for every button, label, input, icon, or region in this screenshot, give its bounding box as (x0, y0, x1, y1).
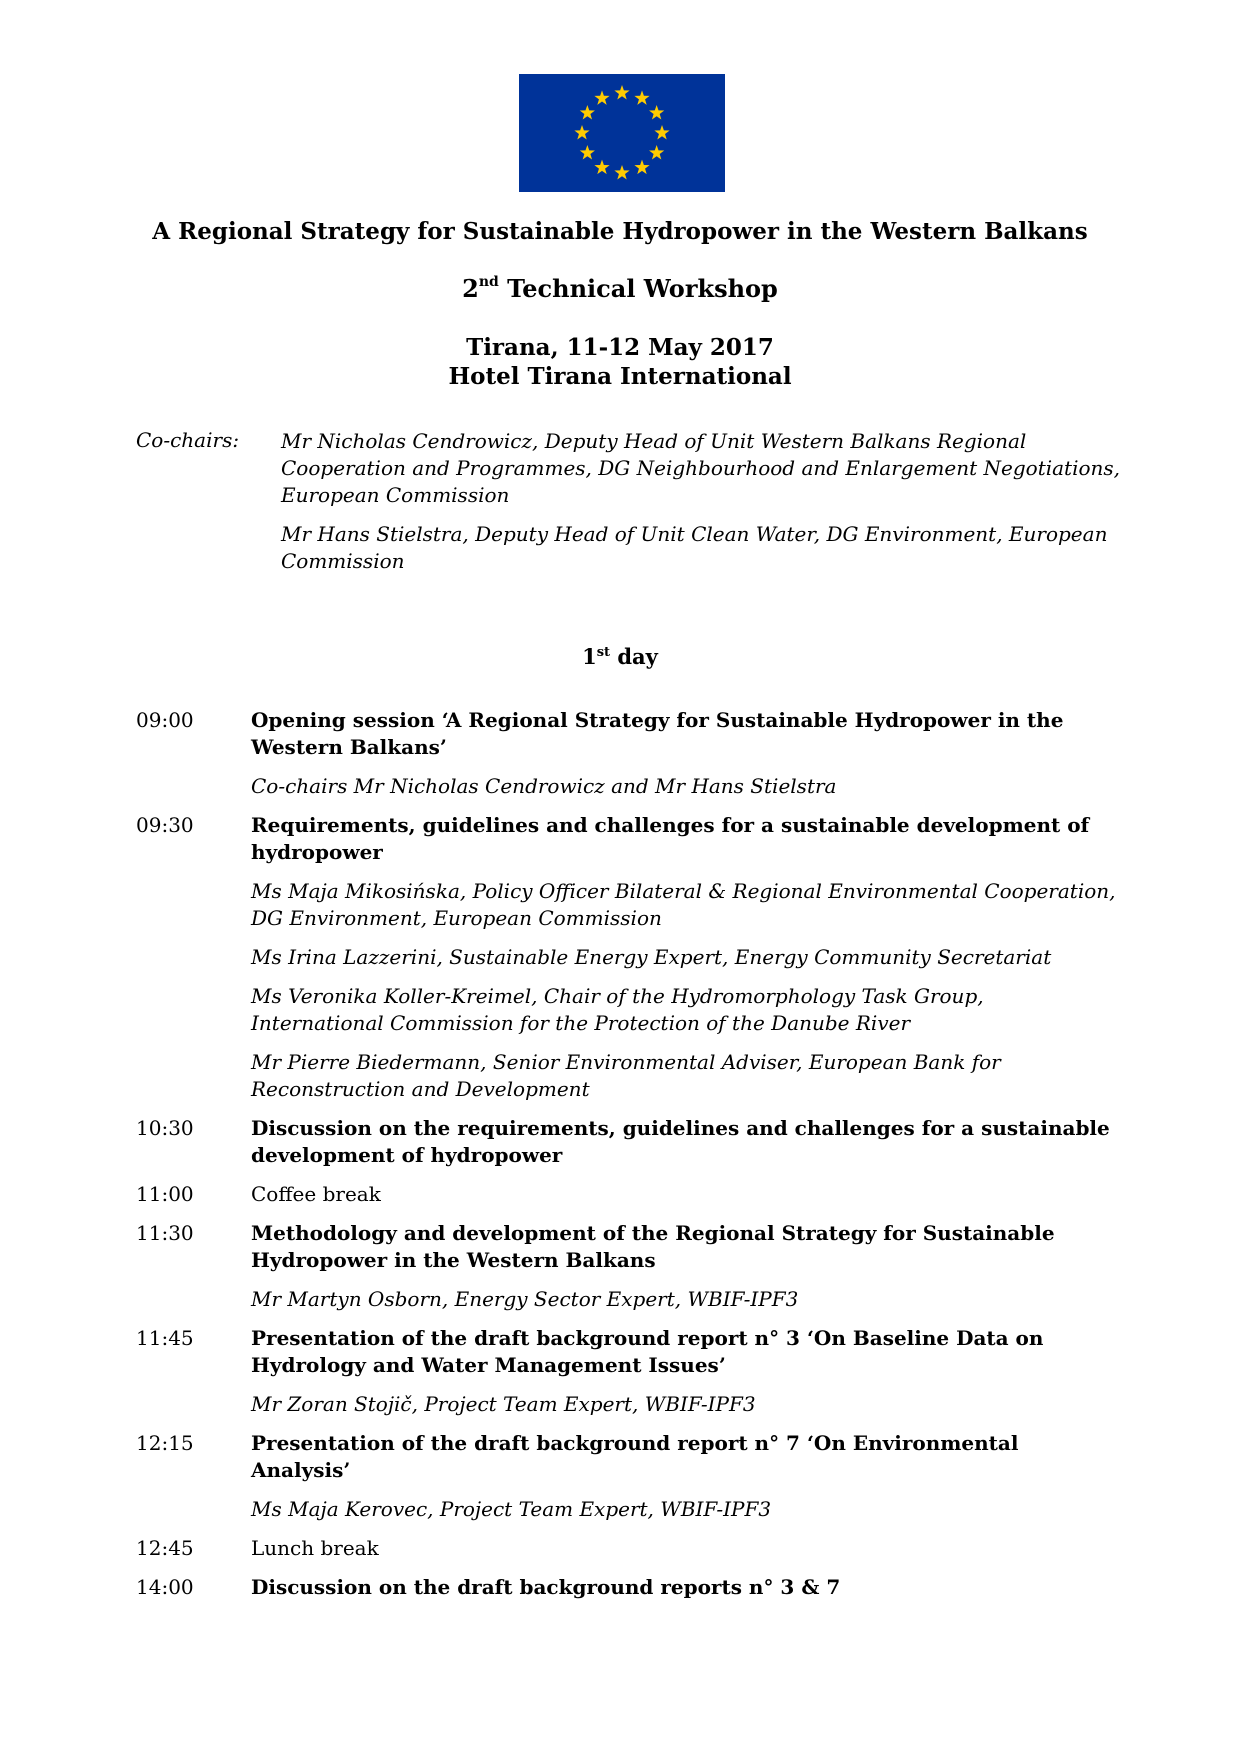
place-date: Tirana, 11-12 May 2017 (466, 334, 774, 361)
day-label: day (610, 644, 658, 669)
agenda-speaker: Ms Veronika Koller-Kreimel, Chair of the Hydromorphology Task Group, International Commission for the Protection of the Danube River (251, 984, 984, 1035)
agenda-item (136, 1115, 1116, 1169)
agenda-title: Coffee break (251, 1182, 381, 1206)
agenda-title: Methodology and development of the Regional Strategy for Sustainable Hydropower in the Western Balkans (251, 1221, 1055, 1272)
agenda-content (251, 1430, 1116, 1523)
agenda-item (136, 1220, 1116, 1313)
venue: Hotel Tirana International (448, 363, 792, 390)
agenda-content (251, 1574, 1116, 1601)
document-title: A Regional Strategy for Sustainable Hydropower in the Western Balkans (152, 218, 1088, 245)
agenda-item (136, 812, 1116, 1103)
location-block (0, 333, 1240, 391)
agenda-item (136, 1574, 1116, 1601)
agenda-speaker: Mr Martyn Osborn, Energy Sector Expert, WBIF-IPF3 (251, 1287, 799, 1311)
agenda-speaker: Mr Zoran Stojič, Project Team Expert, WBIF-IPF3 (251, 1392, 756, 1416)
agenda-title: Lunch break (251, 1536, 379, 1560)
day-ordinal: st (596, 645, 611, 660)
workshop-label: Technical Workshop (498, 274, 778, 303)
agenda-item (136, 1181, 1116, 1208)
agenda-list (136, 707, 1116, 1613)
agenda-content (251, 1325, 1116, 1418)
agenda-item (136, 1535, 1116, 1562)
agenda-title: Presentation of the draft background report n° 7 ‘On Environmental Analysis’ (251, 1431, 1019, 1482)
agenda-title: Discussion on the draft background reports n° 3 & 7 (251, 1575, 841, 1599)
agenda-time: 12:15 (136, 1431, 194, 1455)
agenda-title: Requirements, guidelines and challenges for a sustainable development of hydropower (251, 813, 1090, 864)
agenda-content (251, 1115, 1116, 1169)
agenda-speaker: Ms Maja Mikosińska, Policy Officer Bilateral & Regional Environmental Cooperation, DG Environment, European Commission (251, 879, 1116, 930)
agenda-content (251, 1220, 1116, 1313)
agenda-time: 14:00 (136, 1575, 194, 1599)
agenda-speaker: Mr Pierre Biedermann, Senior Environmental Adviser, European Bank for Reconstruction and Development (251, 1050, 1001, 1101)
agenda-time: 09:30 (136, 813, 194, 837)
agenda-item (136, 1325, 1116, 1418)
day-number: 1 (582, 644, 597, 669)
agenda-speaker: Ms Irina Lazzerini, Sustainable Energy Expert, Energy Community Secretariat (251, 945, 1052, 969)
agenda-time: 12:45 (136, 1536, 194, 1560)
agenda-speaker: Ms Maja Kerovec, Project Team Expert, WBIF-IPF3 (251, 1497, 772, 1521)
eu-flag-icon (519, 74, 725, 192)
agenda-time: 11:30 (136, 1221, 194, 1245)
agenda-title: Opening session ‘A Regional Strategy for Sustainable Hydropower in the Western Balkans’ (251, 708, 1064, 759)
agenda-time: 09:00 (136, 708, 194, 732)
agenda-content (251, 707, 1116, 800)
workshop-ordinal: nd (478, 274, 499, 290)
cochair-entry: Mr Hans Stielstra, Deputy Head of Unit Clean Water, DG Environment, European Commission (281, 522, 1108, 573)
agenda-title: Presentation of the draft background report n° 3 ‘On Baseline Data on Hydrology and Water Management Issues’ (251, 1326, 1044, 1377)
agenda-time: 11:00 (136, 1182, 194, 1206)
agenda-content (251, 1535, 1116, 1562)
workshop-heading (0, 274, 1240, 303)
agenda-time: 11:45 (136, 1326, 194, 1350)
agenda-time: 10:30 (136, 1116, 194, 1140)
agenda-content (251, 1181, 1116, 1208)
workshop-number: 2 (462, 274, 479, 303)
agenda-item (136, 707, 1116, 800)
agenda-content (251, 812, 1116, 1103)
cochairs-label: Co-chairs: (136, 428, 240, 452)
cochair-entry: Mr Nicholas Cendrowicz, Deputy Head of Unit Western Balkans Regional Cooperation and Programmes, DG Neighbourhood and Enlargement Negotiations, European Commission (281, 429, 1121, 507)
day-heading (0, 644, 1240, 669)
agenda-title: Discussion on the requirements, guidelines and challenges for a sustainable development of hydropower (251, 1116, 1110, 1167)
agenda-speaker: Co-chairs Mr Nicholas Cendrowicz and Mr Hans Stielstra (251, 774, 837, 798)
agenda-item (136, 1430, 1116, 1523)
